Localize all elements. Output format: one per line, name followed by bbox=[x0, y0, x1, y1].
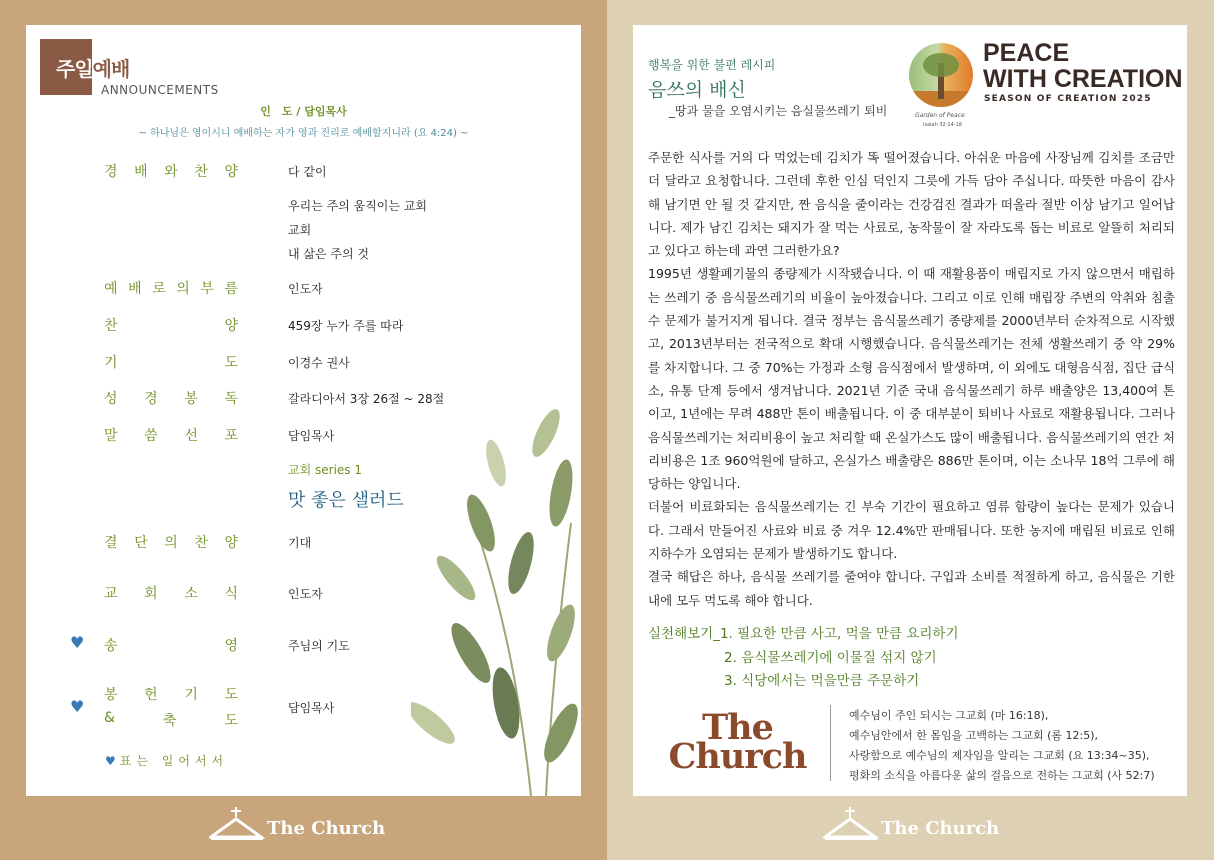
order-value-offering: 담임목사 bbox=[288, 701, 335, 715]
article-panel bbox=[633, 25, 1187, 796]
article-paragraph: 주문한 식사를 거의 다 먹었는데 김치가 똑 떨어졌습니다. 아쉬운 마음에 사장님께 김치를 조금만 더 달라고 요청합니다. 그런데 후한 인심 덕인지 그릇에 가득 담아 주십니다. 따뜻한 마음이 감사해 남기면 안 될 것 같지만, 짠 음식을 줄이라는 건강검진 결과가 떠올라 절반 이상 남기고 일어납니다. 제가 남긴 김치는 돼지가 잘 먹는 사료로, 농작물이 잘 자라도록 돕는 비료로 알뜰히 처리되고 있다고 하는데 과연 그러한가요? bbox=[648, 150, 1175, 259]
divider bbox=[830, 705, 831, 781]
heart-icon: ♥ bbox=[70, 697, 85, 716]
sermon-series: 교회 series 1 bbox=[288, 463, 362, 477]
sermon-title: 맛 좋은 샐러드 bbox=[288, 490, 404, 511]
logo-garden-text: Garden of Peace bbox=[915, 112, 965, 119]
order-label-scripture: 성 경 봉 독 bbox=[104, 391, 238, 407]
church-statement: 예수님이 주인 되시는 그교회 (마 16:18), 예수님안에서 한 몸임을 고백하는 그교회 (롬 12:5), 사랑함으로 예수님의 제자임을 알리는 그교회 (요 13:34~35), 평화의 소식을 아름다운 삶의 걸음으로 전하는 그교회 (사 52:7) bbox=[849, 709, 1155, 782]
order-value-hymn: 459장 누가 주를 따라 bbox=[288, 319, 404, 333]
page-title bbox=[56, 53, 129, 82]
footer-church-logo-right: The Church bbox=[823, 807, 1013, 843]
worship-order-panel bbox=[26, 25, 581, 796]
order-label-benediction: & 축 도 bbox=[104, 710, 238, 729]
garden-of-peace-logo bbox=[909, 43, 973, 107]
article-paragraph: 1995년 생활폐기물의 종량제가 시작됐습니다. 이 때 재활용품이 매립지로 가지 않으면서 매립하는 쓰레기 중 음식물쓰레기의 비율이 높아졌습니다. 그리고 이로 인해 매립장 주변의 악취와 침출수 문제가 불거지게 됩니다. 결국 정부는 음식물쓰레기 종량제를 2000년부터 순차적으로 시작했고, 2013년부터는 전국적으로 확대 시행했습니다. 음식물쓰레기는 전체 생활쓰레기 중 약 29%를 차지합니다. 그 중 70%는 가정과 소형 음식점에서 발생하며, 이 외에도 대형음식점, 집단 급식소, 유통 단계 등에서 생겨납니다. 2021년 기준 국내 음식물쓰레기 하루 배출양은 13,400여 톤이고, 1년에는 무려 488만 톤이 배출됩니다. 이 중 대부분이 퇴비나 사료로 재활용됩니다. 그러나 음식물쓰레기는 처리비용이 높고 처리할 때 온실가스도 많이 배출됩니다. 음식물쓰레기의 연간 처리비용은 1조 960억원에 달하고, 온실가스 배출량은 886만 톤이며, 이는 소나무 18억 그루에 해당하는 양입니다. bbox=[648, 266, 1175, 492]
order-label-call: 예 배 로 의 부 름 bbox=[104, 281, 238, 297]
church-icon bbox=[823, 807, 879, 843]
logo-isaiah-text: Isaiah 32:14-18 bbox=[923, 122, 962, 128]
order-label-doxology: 송 영 bbox=[104, 638, 238, 654]
order-value-sermon: 담임목사 bbox=[288, 429, 335, 443]
order-value-scripture: 갈라디아서 3장 26절 ~ 28절 bbox=[288, 392, 445, 406]
article-body bbox=[648, 146, 1175, 612]
order-label-news: 교 회 소 식 bbox=[104, 586, 238, 602]
article-kicker: 행복을 위한 불편 레시피 bbox=[648, 58, 776, 72]
title-part-1: 주일 bbox=[56, 57, 93, 81]
title-part-2: 예배 bbox=[92, 57, 130, 81]
page-subtitle: ANNOUNCEMENTS bbox=[101, 83, 219, 97]
practice-item-3: 3. 식당에서는 먹을만큼 주문하기 bbox=[724, 673, 920, 689]
order-label-sermon: 말 씀 선 포 bbox=[104, 428, 238, 444]
order-value-prayer: 이경수 권사 bbox=[288, 356, 350, 370]
order-value-praise: 다 같이 bbox=[288, 165, 327, 179]
order-label-praise: 경 배 와 찬 양 bbox=[104, 164, 238, 180]
heart-icon: ♥ bbox=[70, 633, 85, 652]
article-paragraph: 더불어 비료화되는 음식물쓰레기는 긴 부숙 기간이 필요하고 염류 함량이 높다는 문제가 있습니다. 그래서 만들어진 사료와 비료 중 겨우 12.4%만 판매됩니다. 또한 농지에 매립된 비료로 인해 지하수가 오염되는 문제가 발생하기도 합니다. bbox=[648, 499, 1175, 562]
article-subtitle: _땅과 물을 오염시키는 음실물쓰레기 퇴비 bbox=[669, 104, 888, 118]
order-value-call: 인도자 bbox=[288, 282, 323, 296]
season-of-creation-logo: PEACE WITH CREATION bbox=[983, 39, 1183, 93]
logo-season-text: SEASON OF CREATION 2025 bbox=[984, 94, 1152, 104]
order-label-prayer: 기 도 bbox=[104, 355, 238, 371]
leaves-illustration bbox=[411, 403, 581, 796]
practice-item-2: 2. 음식물쓰레기에 이물질 섞지 않기 bbox=[724, 650, 937, 666]
church-icon bbox=[209, 807, 265, 843]
article-title: 음쓰의 배신 bbox=[648, 79, 746, 101]
the-church-logo: The Church bbox=[668, 707, 807, 777]
praise-song-1: 우리는 주의 움직이는 교회 bbox=[288, 199, 427, 213]
order-value-response-hymn: 기대 bbox=[288, 536, 312, 550]
heart-icon: ♥ bbox=[105, 754, 116, 768]
order-value-doxology: 주님의 기도 bbox=[288, 639, 350, 653]
verse-line: ~ 하나님은 영이시니 예배하는 자가 영과 진리로 예배할지니라 (요 4:24) ~ bbox=[138, 128, 469, 139]
article-paragraph: 결국 해답은 하나, 음식물 쓰레기를 줄여야 합니다. 구입과 소비를 적절하게 하고, 음식물은 기한 내에 모두 먹도록 해야 합니다. bbox=[648, 569, 1175, 608]
praise-song-3: 내 삶은 주의 것 bbox=[288, 247, 369, 261]
footer-church-logo-left: The Church bbox=[209, 807, 399, 843]
order-value-news: 인도자 bbox=[288, 587, 323, 601]
praise-song-2: 교회 bbox=[288, 223, 312, 237]
order-label-response-hymn: 결 단 의 찬 양 bbox=[104, 535, 238, 551]
stand-note: ♥ 표는 일어서서 bbox=[105, 754, 229, 768]
leader-line: 인 도 / 담임목사 bbox=[260, 105, 347, 118]
order-label-offering: 봉 헌 기 도 bbox=[104, 687, 238, 703]
practice-item-1: 실천해보기_1. 필요한 만큼 사고, 먹을 만큼 요리하기 bbox=[648, 626, 959, 642]
order-label-hymn: 찬 양 bbox=[104, 318, 238, 334]
